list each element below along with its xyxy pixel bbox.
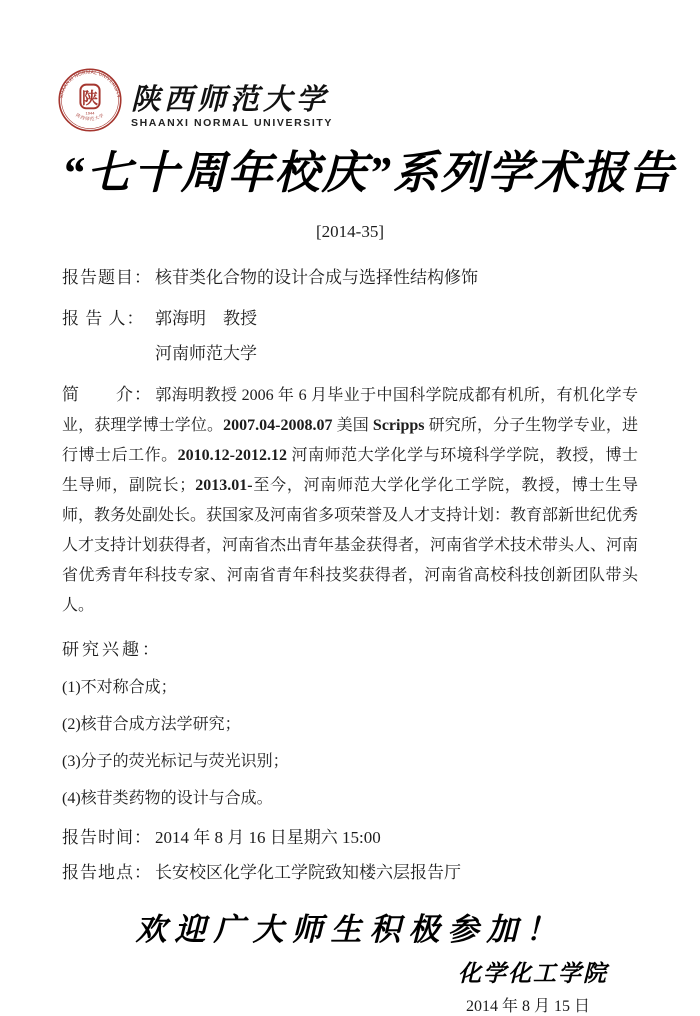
university-name-block xyxy=(131,71,333,129)
research-interests-heading: 研究兴趣： xyxy=(62,639,162,659)
signature-department: 化学化工学院 xyxy=(458,960,608,986)
research-interest-item: (1)不对称合成； xyxy=(62,678,177,696)
report-time-label: 报告时间： xyxy=(62,827,152,847)
report-time-row xyxy=(62,827,638,849)
report-place-value: 长安校区化学化工学院致知楼六层报告厅 xyxy=(155,862,461,882)
speaker-bio-paragraph xyxy=(62,380,638,621)
seal-arc-text-bottom: 陕西师范大学 xyxy=(75,112,105,122)
report-topic-row xyxy=(62,267,638,289)
report-speaker-label: 报 告 人： xyxy=(62,308,145,328)
bio-label: 简 介： xyxy=(62,384,152,404)
report-place-label: 报告地点： xyxy=(62,862,152,882)
speaker-affiliation-row xyxy=(155,343,638,365)
speaker-affiliation: 河南师范大学 xyxy=(155,343,257,363)
university-seal-icon xyxy=(58,67,122,133)
research-interest-item: (3)分子的荧光标记与荧光识别； xyxy=(62,752,289,770)
research-interest-item: (4)核苷类药物的设计与合成。 xyxy=(62,789,273,807)
report-topic-label: 报告题目： xyxy=(62,267,152,287)
serial-number: [2014-35] xyxy=(316,221,384,241)
university-name-en: SHAANXI NORMAL UNIVERSITY xyxy=(131,117,333,130)
university-header xyxy=(58,66,638,134)
seal-center-character: 陕 xyxy=(81,90,99,108)
page-title: “七十周年校庆”系列学术报告 xyxy=(62,148,676,198)
signature-date: 2014 年 8 月 15 日 xyxy=(465,997,590,1015)
report-time-value: 2014 年 8 月 16 日星期六 15:00 xyxy=(155,827,381,847)
report-speaker-row xyxy=(62,308,638,330)
seal-arc-text-top: SHAANXI NORMAL UNIVERSITY xyxy=(59,70,121,99)
report-topic-value: 核苷类化合物的设计合成与选择性结构修饰 xyxy=(155,267,478,287)
bio-text: 郭海明教授 2006 年 6 月毕业于中国科学院成都有机所，有机化学专业，获理学博士学位。2007.04-2008.07 美国 Scripps 研究所，分子生物学专业，进行博士后工作。2010.12-2012.12 河南师范大学化学与环境科学学院，教授，博士生导师，副院长；2013.01-至今，河南师范大学化学化工学院，教授，博士生导师，教务处副处长。获国家及河南省多项荣誉及人才支持计划：教育部新世纪优秀人才支持计划获得者，河南省杰出青年基金获得者，河南省学术技术带头人、河南省优秀青年科技专家、河南省青年科技奖获得者，河南省高校科技创新团队带头人。 xyxy=(62,386,639,614)
research-interest-item: (2)核苷合成方法学研究； xyxy=(62,715,241,733)
welcome-message: 欢迎广大师生积极参加！ xyxy=(135,911,565,947)
report-place-row xyxy=(62,862,638,884)
report-speaker-value: 郭海明 教授 xyxy=(155,308,257,328)
seal-year: 1944 xyxy=(85,110,95,116)
university-name-cn: 陕西师范大学 xyxy=(131,83,330,116)
